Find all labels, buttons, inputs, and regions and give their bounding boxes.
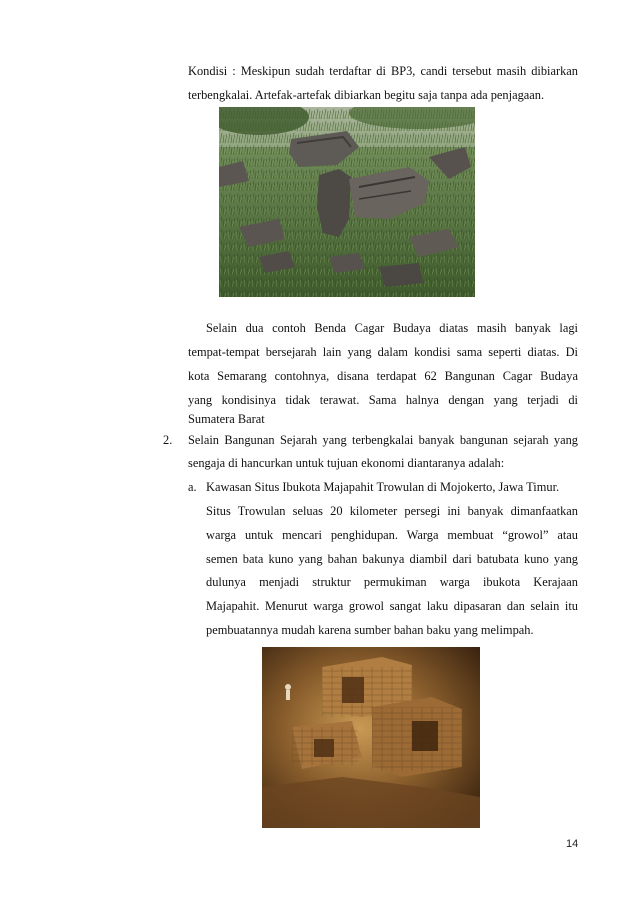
sub-a-heading: Kawasan Situs Ibukota Majapahit Trowulan di Mojokerto, Jawa Timur. (206, 480, 560, 494)
stone-ruins-photo (219, 107, 475, 297)
paragraph1-line-2: tempat-tempat bersejarah lain yang dalam kondisi sama seperti diatas. Di (188, 345, 578, 359)
paragraph1-line-3: kota Semarang contohnya, disana terdapat 62 Bangunan Cagar Budaya (188, 369, 578, 383)
item2-line-2: sengaja di hancurkan untuk tujuan ekonomi diantaranya adalah: (188, 456, 505, 470)
sub-a-line-5: Majapahit. Menurut warga growol sangat laku dipasaran dan selain itu (206, 599, 578, 613)
item2-line-1: Selain Bangunan Sejarah yang terbengkalai banyak bangunan sejarah yang (188, 433, 578, 447)
excavation-site-photo (262, 647, 480, 828)
sub-a-line-4: dulunya menjadi struktur permukiman warga ibukota Kerajaan (206, 575, 578, 589)
item2-number: 2. (163, 433, 173, 447)
paragraph1-line-4: yang kondisinya tidak terawat. Sama halnya dengan yang terjadi di (188, 393, 578, 407)
kondisi-line-2: terbengkalai. Artefak-artefak dibiarkan begitu saja tanpa ada penjagaan. (188, 88, 545, 102)
paragraph1-line-5: Sumatera Barat (188, 412, 265, 426)
paragraph1-line-1: Selain dua contoh Benda Cagar Budaya diatas masih banyak lagi (206, 321, 578, 335)
sub-a-line-6: pembuatannya mudah karena sumber bahan baku yang melimpah. (206, 623, 534, 637)
page-number: 14 (566, 838, 579, 850)
sub-a-line-2: warga untuk mencari penghidupan. Warga membuat “growol” atau (206, 528, 578, 542)
sub-a-line-1: Situs Trowulan seluas 20 kilometer persegi ini banyak dimanfaatkan (206, 504, 578, 518)
sub-a-line-3: semen bata kuno yang bahan bakunya diambil dari batubata kuno yang (206, 552, 578, 566)
kondisi-line-1: Kondisi : Meskipun sudah terdaftar di BP3, candi tersebut masih dibiarkan (188, 64, 578, 78)
sub-a-letter: a. (188, 480, 197, 494)
